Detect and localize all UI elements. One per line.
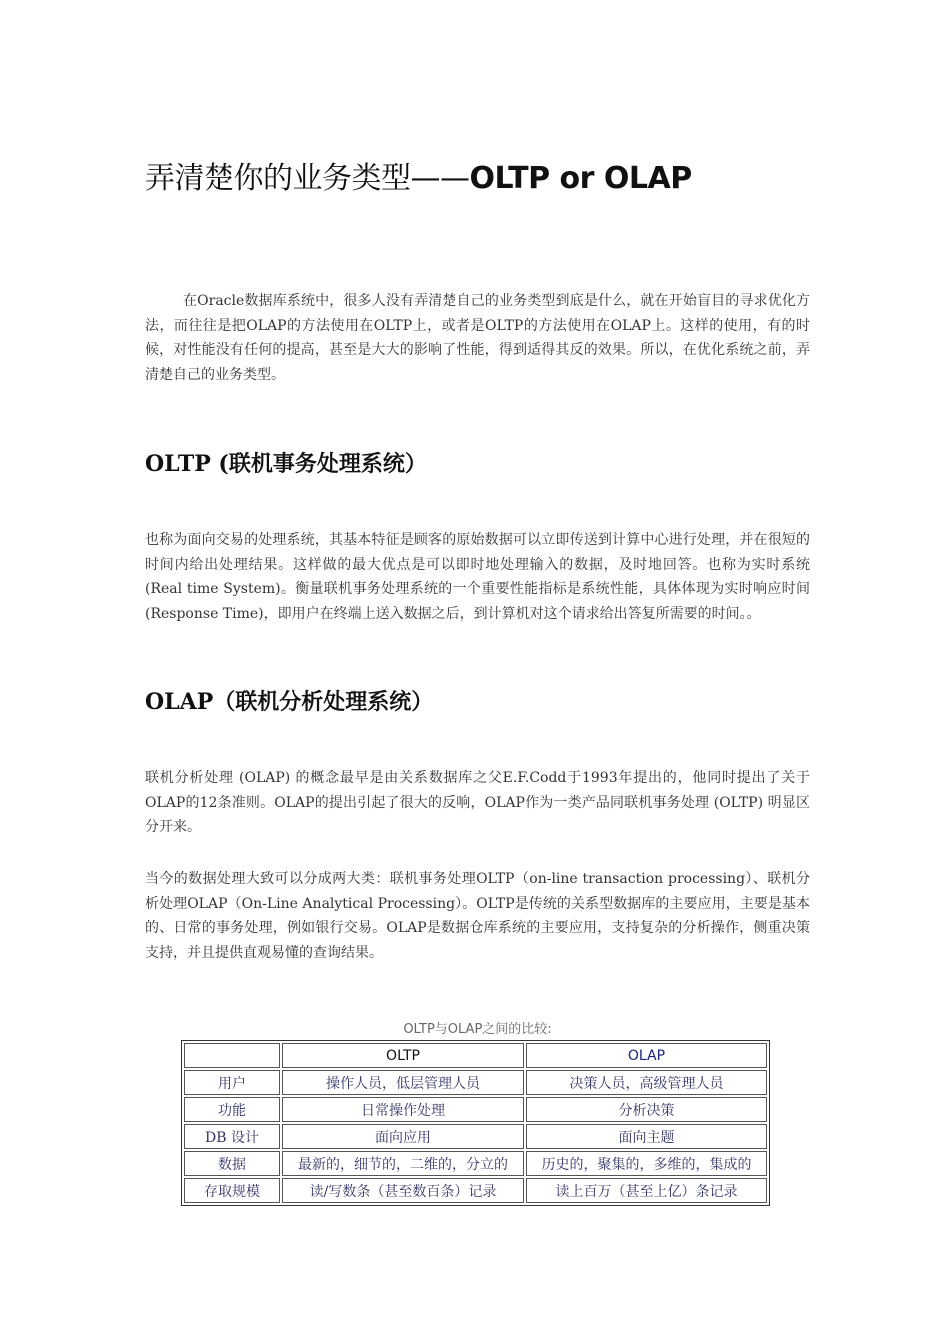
olap-cell: 分析决策 [526,1097,767,1122]
olap-paragraph-2: 当今的数据处理大致可以分成两大类：联机事务处理OLTP（on-line transaction processing）、联机分析处理OLAP（On-Line Analytical Processing）。OLTP是传统的关系型数据库的主要应用，主要是基本的、日常的事务处理，例如银行交易。OLAP是数据仓库系统的主要应用，支持复杂的分析操作，侧重决策支持，并且提供直观易懂的查询结果。 [145,871,810,961]
olap-cell: 决策人员，高级管理人员 [526,1070,767,1095]
olap-heading: OLAP（联机分析处理系统） [145,689,434,715]
oltp-cell: 读/写数条（甚至数百条）记录 [282,1178,524,1203]
olap-paragraph-1: 联机分析处理 (OLAP) 的概念最早是由关系数据库之父E.F.Codd于1993年提出的，他同时提出了关于OLAP的12条准则。OLAP的提出引起了很大的反响，OLAP作为一类产品同联机事务处理 (OLTP) 明显区分开来。 [145,770,810,835]
oltp-cell: 面向应用 [282,1124,524,1149]
intro-paragraph: 在Oracle数据库系统中，很多人没有弄清楚自己的业务类型到底是什么，就在开始盲目的寻求优化方法，而往往是把OLAP的方法使用在OLTP上，或者是OLTP的方法使用在OLAP上。这样的使用，有的时候，对性能没有任何的提高，甚至是大大的影响了性能，得到适得其反的效果。所以，在优化系统之前，弄清楚自己的业务类型。 [145,293,810,383]
row-label: 用户 [184,1070,280,1095]
comparison-table [181,1040,770,1206]
olap-cell: 历史的，聚集的，多维的，集成的 [526,1151,767,1176]
row-label: 数据 [184,1151,280,1176]
table-row [184,1097,767,1122]
table-row [184,1070,767,1095]
row-label: DB 设计 [184,1124,280,1149]
table-row [184,1124,767,1149]
oltp-cell: 操作人员，低层管理人员 [282,1070,524,1095]
header-cell-oltp: OLTP [282,1043,524,1068]
header-cell-olap: OLAP [526,1043,767,1068]
header-cell-empty [184,1043,280,1068]
table-caption: OLTP与OLAP之间的比较: [403,1022,552,1037]
row-label: 存取规模 [184,1178,280,1203]
olap-cell: 读上百万（甚至上亿）条记录 [526,1178,767,1203]
olap-cell: 面向主题 [526,1124,767,1149]
row-label: 功能 [184,1097,280,1122]
oltp-paragraph: 也称为面向交易的处理系统，其基本特征是顾客的原始数据可以立即传送到计算中心进行处理，并在很短的时间内给出处理结果。这样做的最大优点是可以即时地处理输入的数据，及时地回答。也称为实时系统(Real time System)。衡量联机事务处理系统的一个重要性能指标是系统性能，具体体现为实时响应时间(Response Time)，即用户在终端上送入数据之后，到计算机对这个请求给出答复所需要的时间。。 [145,532,810,622]
table-row [184,1178,767,1203]
title-cjk: 弄清楚你的业务类型—— [145,161,470,196]
table-header-row [184,1043,767,1068]
document-title [145,153,692,197]
oltp-cell: 最新的，细节的，二维的，分立的 [282,1151,524,1176]
title-latin: OLTP or OLAP [469,161,692,196]
table-row [184,1151,767,1176]
oltp-heading: OLTP (联机事务处理系统） [145,451,427,477]
oltp-cell: 日常操作处理 [282,1097,524,1122]
